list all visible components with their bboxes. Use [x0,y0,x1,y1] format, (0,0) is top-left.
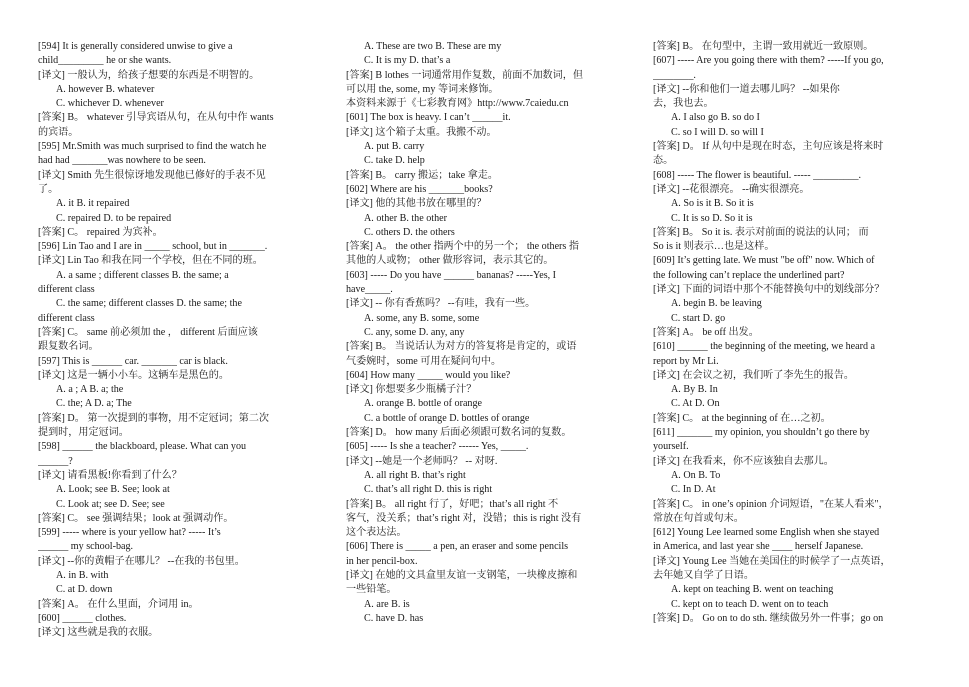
text-line: had had _______was nowhere to be seen. [38,155,206,167]
text-line: [译文] 下面的词语中那个不能替换句中的划线部分？ [653,284,885,296]
text-line: A. other B. the other [364,212,447,224]
text-line: C. so I will D. so will I [671,126,764,138]
text-line: [译文] 在她的文具盒里友谊一支钢笔，一块橡皮擦和 [346,569,578,581]
text-line: C. others D. the others [364,226,455,238]
text-line: 跟复数名词。 [38,341,99,353]
text-line: [答案] A。 be off 出发。 [653,326,759,338]
text-line: A. kept on teaching B. went on teaching [671,584,834,596]
text-line: 的宾语。 [38,126,79,138]
text-line: C. a bottle of orange D. bottles of orange [364,412,530,424]
text-line: [608] ----- The flower is beautiful. ----- _________. [653,169,862,181]
text-line: 态。 [653,155,674,167]
text-line: A. On B. To [671,469,721,481]
text-line: A. in B. with [56,569,109,581]
text-line: C. start D. go [671,312,726,324]
text-line: C. the same; different classes D. the same; the [56,298,242,310]
text-line: [译文] 你想要多少瓶橘子汁？ [346,384,477,396]
text-line: [609] It’s getting late. We must "be off" now. Which of [653,255,875,267]
text-line: [594] It is generally considered unwise to give a [38,41,233,52]
text-line: [译文] 一般认为，给孩子想要的东西是不明智的。 [38,69,260,81]
text-line: A. So is it B. So it is [671,198,754,210]
text-line: have_____. [346,284,393,296]
text-line: C. at D. down [56,584,113,596]
text-line: different class [38,284,95,296]
text-line: 常放在句首或句末。 [653,512,744,524]
text-line: [答案] B。 all right 行了，好吧；that’s all right 不 [346,498,559,510]
text-line: [答案] B。 So it is. 表示对前面的说法的认同； 而 [653,226,869,238]
text-line: [答案] A。 the other 指两个中的另一个； the others 指 [346,241,579,253]
text-line: A. a ; A B. a; the [56,384,124,396]
text-line: C. repaired D. to be repaired [56,212,172,224]
text-line: [译文] 这些就是我的衣服。 [38,627,159,639]
text-line: report by Mr Li. [653,355,719,367]
text-line: 这个表达法。 [346,527,407,539]
text-line: [译文] 在我看来，你不应该独自去那儿。 [653,455,834,467]
text-line: A. These are two B. These are my [364,41,502,52]
text-line: [602] Where are his _______books? [346,183,493,195]
text-line: A. begin B. be leaving [671,298,762,310]
text-line: C. kept on to teach D. went on to teach [671,598,829,610]
text-line: [595] Mr.Smith was much surprised to find the watch he [38,141,267,153]
text-line: [译文] Lin Tao 和我在同一个学校，但在不同的班。 [38,255,263,267]
text-line: A. it B. it repaired [56,198,130,210]
text-line: 了。 [38,183,59,195]
text-line: child_________ he or she wants. [38,55,172,67]
text-line: [603] ----- Do you have ______ bananas? -----Yes, I [346,269,557,281]
text-line: [答案] C。 see 强调结果；look at 强调动作。 [38,512,234,524]
text-line: [612] Young Lee learned some English when she stayed [653,527,880,539]
text-line: So is it 则表示…也是这样。 [653,241,775,253]
text-line: [600] ______ clothes. [38,612,127,624]
text-line: C. the; A D. a; The [56,398,132,410]
text-line: [译文] 这个箱子太重。我搬不动。 [346,126,497,138]
text-line: [译文] --你和他们一道去哪儿吗？ --如果你 [653,83,840,95]
text-column-right [653,40,937,626]
text-line: A. some, any B. some, some [364,312,480,324]
text-line: [译文] 他的其他书放在哪里的？ [346,198,487,210]
text-line: [答案] C。 same 前必须加 the ， different 后面应该 [38,326,258,338]
text-line: [译文] --花很漂亮。 --确实很漂亮。 [653,183,810,195]
text-line: C. have D. has [364,612,424,624]
text-line: A. a same ; different classes B. the same; a [56,269,229,281]
text-line: C. any, some D. any, any [364,326,465,338]
text-line: [答案] D。 Go on to do sth. 继续做另外一件事；go on [653,612,884,624]
text-line: C. At D. On [671,398,720,410]
text-line: [606] There is _____ a pen, an eraser and some pencils [346,541,569,553]
text-column-middle [346,40,630,626]
text-line: [答案] A。 在什么里面，介词用 in。 [38,598,199,610]
text-line: [译文] --你的黄帽子在哪儿？ --在我的书包里。 [38,555,245,567]
text-line: [译文] 这是一辆小小车。这辆车是黑色的。 [38,369,229,381]
text-line: [607] ----- Are you going there with them? -----If you go, [653,55,884,67]
text-line: [答案] C。 at the beginning of 在…之初。 [653,412,831,424]
text-line: [译文] 请看黑板!你看到了什么？ [38,469,182,481]
text-line: A. By B. In [671,384,718,396]
text-line: [答案] D。 how many 后面必须跟可数名词的复数。 [346,427,572,439]
text-line: yourself. [653,441,689,453]
text-line: [601] The box is heavy. I can’t ______it. [346,112,511,124]
text-line: ________. [653,69,696,81]
text-line: [答案] B。 在句型中，主谓一致用就近一致原则。 [653,41,874,52]
text-line: the following can’t replace the underlined part? [653,269,845,281]
text-line: C. Look at; see D. See; see [56,498,165,510]
text-line: A. I also go B. so do I [671,112,760,124]
text-line: [答案] B。 当说话认为对方的答复将是肯定的，或语 [346,341,577,353]
text-line: [597] This is ______ car. _______ car is black. [38,355,228,367]
text-line: [译文] -- 你有香蕉吗？ --有哇，我有一些。 [346,298,536,310]
text-line: [译文] Smith 先生很惊讶地发现他已修好的手表不见 [38,169,266,181]
text-line: A. all right B. that’s right [364,469,466,481]
text-line: [596] Lin Tao and I are in _____ school, but in _______. [38,241,268,253]
text-line: 可以用 the, some, my 等词来修饰。 [346,83,499,95]
text-line: [答案] C。 in one’s opinion 介词短语，"在某人看来"， [653,498,889,510]
text-line: [610] ______ the beginning of the meeting, we heard a [653,341,875,353]
text-line: 一些铅笔。 [346,584,397,596]
text-line: C. It is so D. So it is [671,212,753,224]
text-line: [答案] B。 whatever 引导宾语从句，在从句中作 wants [38,112,274,124]
text-line: C. whichever D. whenever [56,98,164,110]
text-line: C. In D. At [671,484,716,496]
text-line: [答案] B lothes 一词通常用作复数，前面不加数词，但 [346,69,583,81]
text-line: [答案] C。 repaired 为宾补。 [38,226,163,238]
text-line: 客气，没关系；that’s right 对，没错；this is right 没有 [346,512,582,524]
text-line: C. It is my D. that’s a [364,55,451,67]
text-line: [605] ----- Is she a teacher? ------ Yes, _____. [346,441,529,453]
text-line: A. orange B. bottle of orange [364,398,483,410]
text-line: [译文] --她是一个老师吗？ -- 对呀. [346,455,498,467]
text-line: [604] How many _____ would you like? [346,369,511,381]
text-line: different class [38,312,95,324]
text-line: 其他的人或物； other 做形容词，表示其它的。 [346,255,554,267]
text-line: [598] ______ the blackboard, please. What can you [38,441,247,453]
text-line: 提到时，用定冠词。 [38,427,129,439]
text-line: ______? [38,455,73,467]
text-line: A. put B. carry [364,141,425,153]
text-column-left [38,40,320,640]
text-line: C. that’s all right D. this is right [364,484,493,496]
text-line: in America, and last year she ____ herself Japanese. [653,541,864,553]
text-line: in her pencil-box. [346,555,418,567]
text-line: ______ my school-bag. [38,541,134,553]
text-line: [答案] B。 carry 搬运；take 拿走。 [346,169,498,181]
text-line: [611] _______ my opinion, you shouldn’t go there by [653,427,870,439]
text-line: [答案] D。 第一次提到的事物，用不定冠词；第二次 [38,412,270,424]
text-line: 本资料来源于《七彩教育网》http://www.7caiedu.cn [346,98,569,110]
text-line: 去年她又自学了日语。 [653,569,754,581]
text-line: A. are B. is [364,598,410,610]
text-line: [译文] 在会议之初，我们听了李先生的报告。 [653,369,855,381]
text-line: [译文] Young Lee 当她在美国住的时候学了一点英语， [653,555,891,567]
text-line: A. however B. whatever [56,83,155,95]
text-line: A. Look; see B. See; look at [56,484,170,496]
text-line: [答案] D。 If 从句中是现在时态，主句应该是将来时 [653,141,884,153]
text-line: [599] ----- where is your yellow hat? ----- It’s [38,527,221,539]
text-line: C. take D. help [364,155,425,167]
text-line: 气委婉时，some 可用在疑问句中。 [346,355,502,367]
text-line: 去，我也去。 [653,98,714,110]
